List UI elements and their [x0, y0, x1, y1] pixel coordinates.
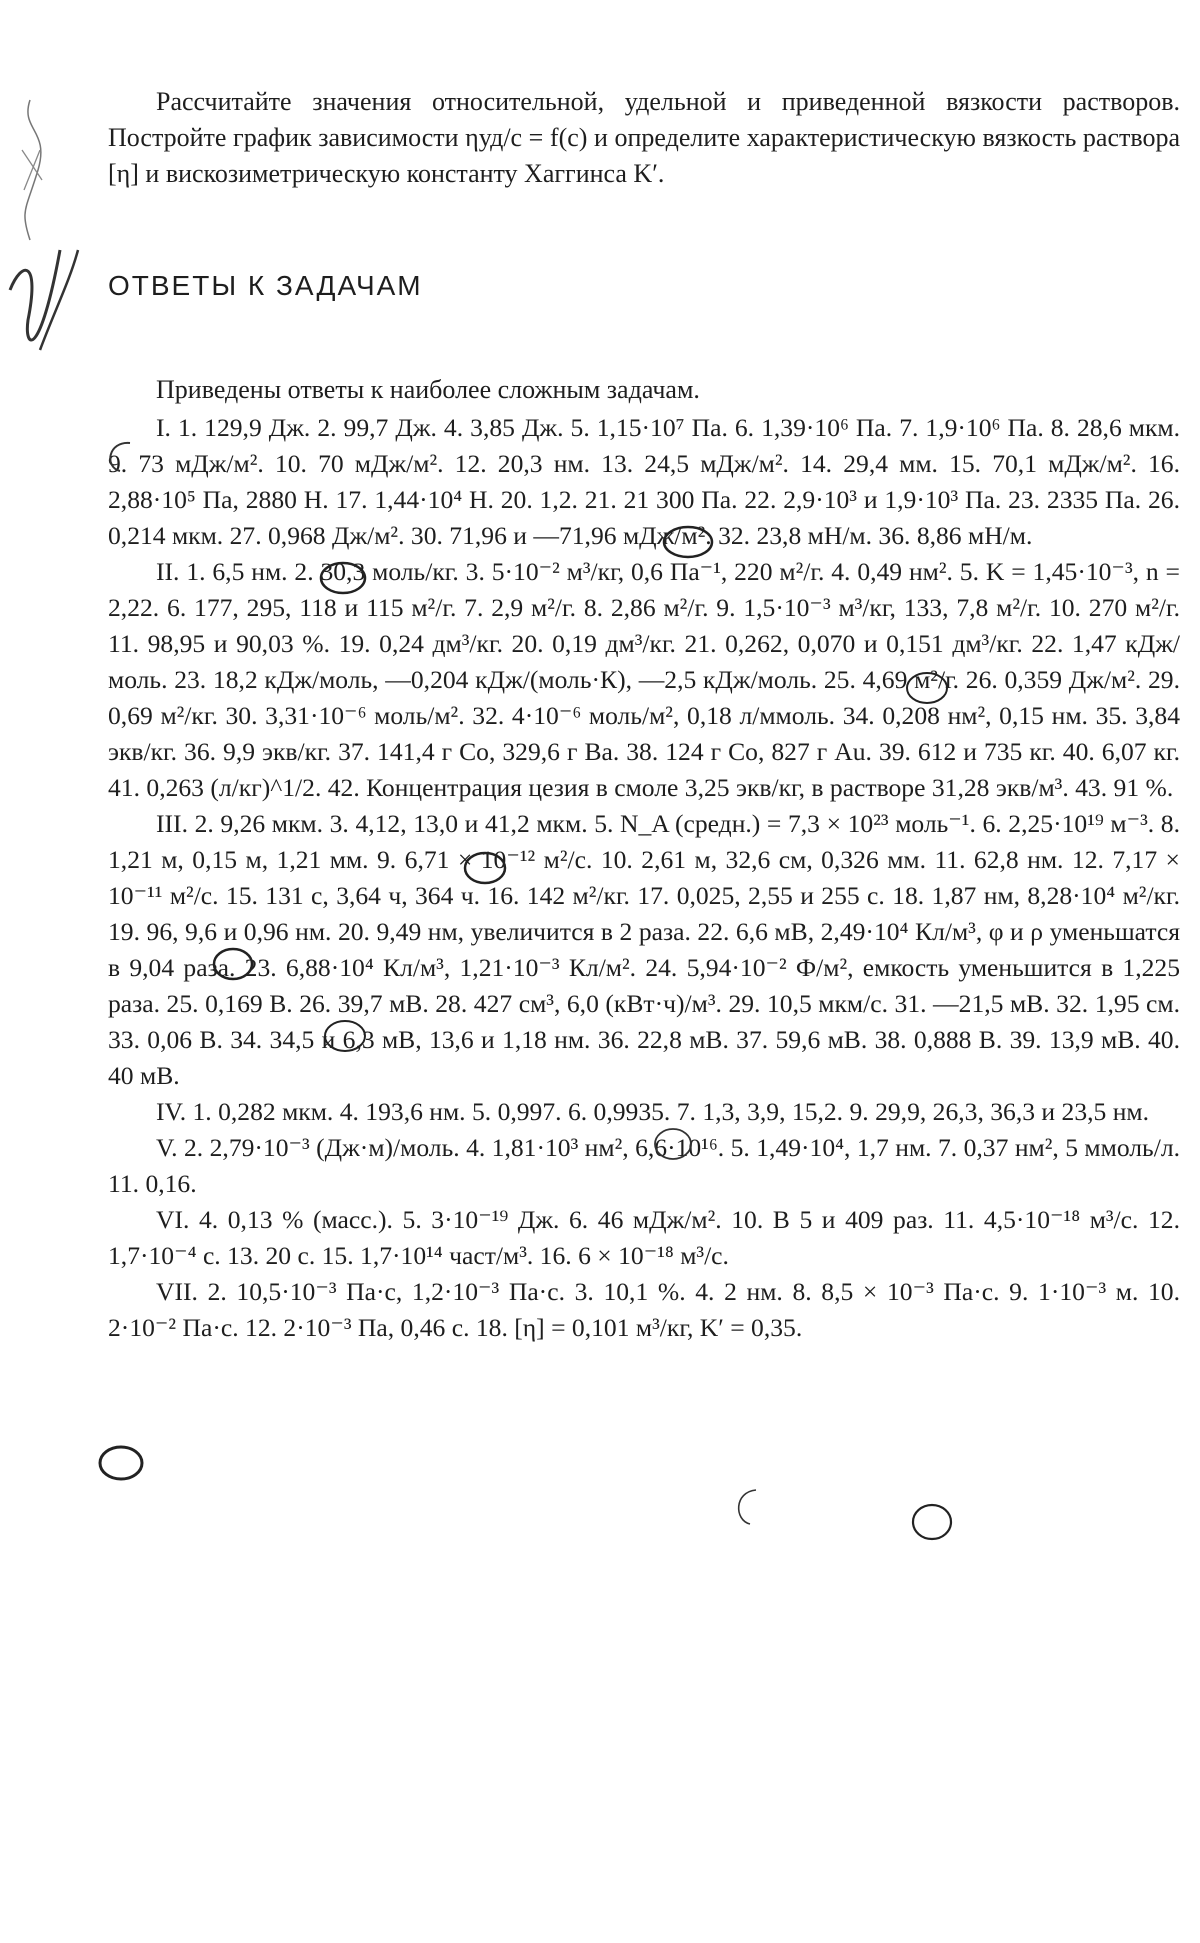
answers-intro: Приведены ответы к наиболее сложным задачам.	[156, 375, 700, 404]
circle-mark-3	[728, 1484, 768, 1528]
answers-list	[108, 410, 1180, 1346]
circle-mark-11	[96, 1442, 146, 1484]
answers-section-7: VII. 2. 10,5·10⁻³ Па·с, 1,2·10⁻³ Па·с. 3. 10,1 %. 4. 2 нм. 8. 8,5 × 10⁻³ Па·с. 9. 1·10⁻³ м. 10. 2·10⁻² Па·с. 12. 2·10⁻³ Па, 0,46 с. 18. [η] = 0,101 м³/кг, K′ = 0,35.	[108, 1277, 1180, 1342]
answers-section-5: V. 2. 2,79·10⁻³ (Дж·м)/моль. 4. 1,81·10³ нм², 6,6·10¹⁶. 5. 1,49·10⁴, 1,7 нм. 7. 0,37 нм², 5 ммоль/л. 11. 0,16.	[108, 1133, 1180, 1198]
answers-section-4: IV. 1. 0,282 мкм. 4. 193,6 нм. 5. 0,997. 6. 0,9935. 7. 1,3, 3,9, 15,2. 9. 29,9, 26,3, 36,3 и 23,5 нм.	[156, 1097, 1150, 1126]
book-page	[108, 84, 1180, 1346]
answers-heading: ОТВЕТЫ К ЗАДАЧАМ	[108, 270, 423, 301]
task-paragraph: Рассчитайте значения относительной, удельной и приведенной вязкости растворов. Постройте график зависимости ηуд/c = f(c) и определите характеристическую вязкость раствора [η] и вискозиметрическую константу Хаггинса K′.	[108, 87, 1180, 188]
answers-section-6: VI. 4. 0,13 % (масс.). 5. 3·10⁻¹⁹ Дж. 6. 46 мДж/м². 10. В 5 и 409 раз. 11. 4,5·10⁻¹⁸ м³/с. 12. 1,7·10⁻⁴ с. 13. 20 с. 15. 1,7·10¹⁴ част/м³. 16. 6 × 10⁻¹⁸ м³/с.	[108, 1205, 1180, 1270]
answers-section-3: III. 2. 9,26 мкм. 3. 4,12, 13,0 и 41,2 мкм. 5. N_A (средн.) = 7,3 × 10²³ моль⁻¹. 6. 2,25·10¹⁹ м⁻³. 8. 1,21 м, 0,15 м, 1,21 мм. 9. 6,71 × 10⁻¹² м²/с. 10. 2,61 м, 32,6 см, 0,326 мм. 11. 62,8 нм. 12. 7,17 × 10⁻¹¹ м²/с. 15. 131 с, 3,64 ч, 364 ч. 16. 142 м²/кг. 17. 0,025, 2,55 и 255 с. 18. 1,87 нм, 8,28·10⁴ м²/кг. 19. 96, 9,6 и 0,96 нм. 20. 9,49 нм, увеличится в 2 раза. 22. 6,6 мВ, 2,49·10⁴ Кл/м³, φ и ρ уменьшатся в 9,04 раза. 23. 6,88·10⁴ Кл/м³, 1,21·10⁻³ Кл/м². 24. 5,94·10⁻² Ф/м², емкость уменьшится в 1,225 раза. 25. 0,169 В. 26. 39,7 мВ. 28. 427 см³, 6,0 (кВт·ч)/м³. 29. 10,5 мкм/с. 31. —21,5 мВ. 32. 1,95 см. 33. 0,06 В. 34. 34,5 и 6,3 мВ, 13,6 и 1,18 нм. 36. 22,8 мВ. 37. 59,6 мВ. 38. 0,888 В. 39. 13,9 мВ. 40. 40 мВ.	[108, 809, 1180, 1090]
answers-section-2: II. 1. 6,5 нм. 2. 30,3 моль/кг. 3. 5·10⁻² м³/кг, 0,6 Па⁻¹, 220 м²/г. 4. 0,49 нм². 5. K = 1,45·10⁻³, n = 2,22. 6. 177, 295, 118 и 115 м²/г. 7. 2,9 м²/г. 8. 2,86 м²/г. 9. 1,5·10⁻³ м³/кг, 133, 7,8 м²/г. 10. 270 м²/г. 11. 98,95 и 90,03 %. 19. 0,24 дм³/кг. 20. 0,19 дм³/кг. 21. 0,262, 0,070 и 0,151 дм³/кг. 22. 1,47 кДж/моль. 23. 18,2 кДж/моль, —0,204 кДж/(моль·К), —2,5 кДж/моль. 25. 4,69 м²/г. 26. 0,359 Дж/м². 29. 0,69 м²/кг. 30. 3,31·10⁻⁶ моль/м². 32. 4·10⁻⁶ моль/м², 0,18 л/ммоль. 34. 0,208 нм², 0,15 нм. 35. 3,84 экв/кг. 36. 9,9 экв/кг. 37. 141,4 г Co, 329,6 г Ba. 38. 124 г Co, 827 г Au. 39. 612 и 735 кг. 40. 6,07 кг. 41. 0,263 (л/кг)^1/2. 42. Концентрация цезия в смоле 3,25 экв/кг, в растворе 31,28 экв/м³. 43. 91 %.	[108, 557, 1180, 802]
answers-section-1: I. 1. 129,9 Дж. 2. 99,7 Дж. 4. 3,85 Дж. 5. 1,15·10⁷ Па. 6. 1,39·10⁶ Па. 7. 1,9·10⁶ Па. 8. 28,6 мкм. 9. 73 мДж/м². 10. 70 мДж/м². 12. 20,3 нм. 13. 24,5 мДж/м². 14. 29,4 мм. 15. 70,1 мДж/м². 16. 2,88·10⁵ Па, 2880 Н. 17. 1,44·10⁴ Н. 20. 1,2. 21. 21 300 Па. 22. 2,9·10³ и 1,9·10³ Па. 23. 2335 Па. 26. 0,214 мкм. 27. 0,968 Дж/м². 30. 71,96 и —71,96 мДж/м². 32. 23,8 мН/м. 36. 8,86 мН/м.	[108, 413, 1180, 550]
circle-mark-4	[908, 1500, 956, 1544]
margin-pencil-scribble	[0, 60, 90, 380]
